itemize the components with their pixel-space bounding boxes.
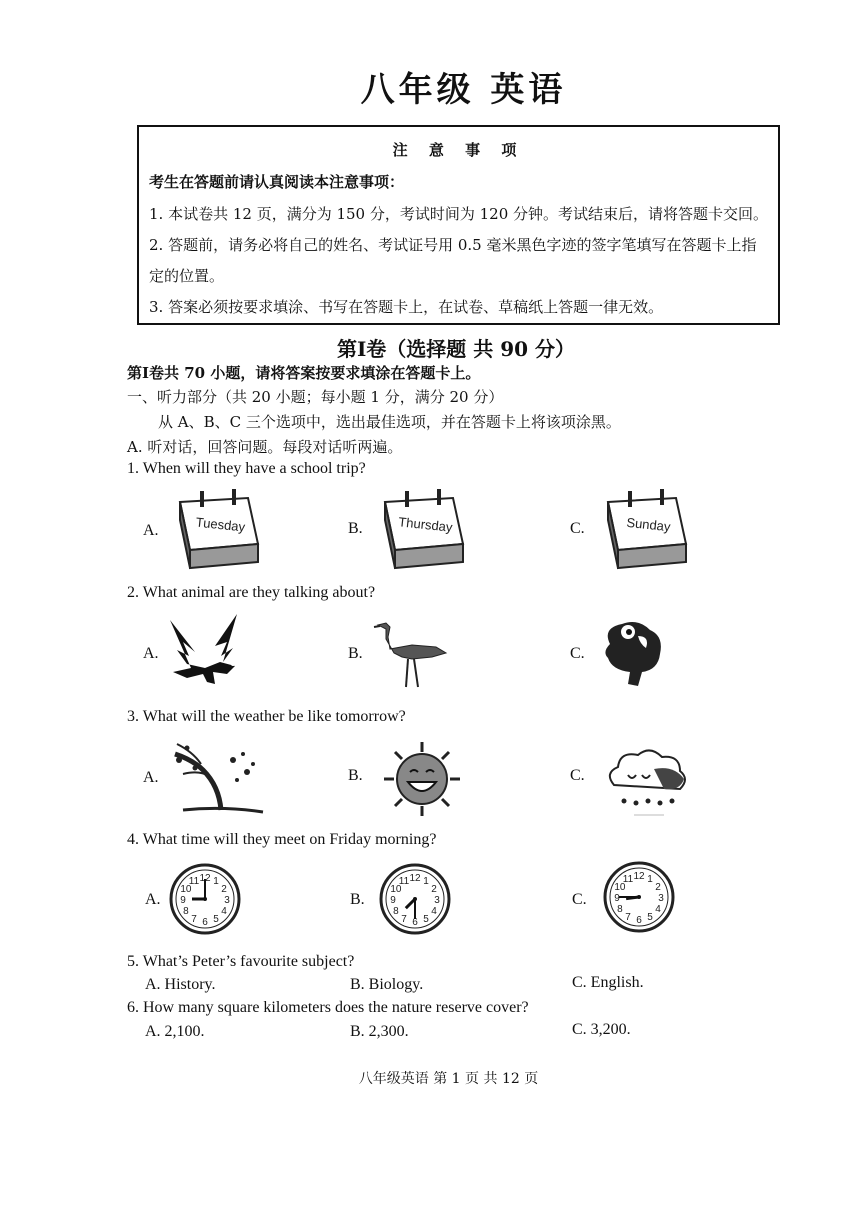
q3-option-a-label: A.	[143, 769, 159, 786]
crane-icon	[372, 615, 452, 690]
svg-text:2: 2	[221, 884, 227, 895]
svg-text:12: 12	[199, 873, 211, 884]
notice-item-2b: 定的位置。	[149, 267, 225, 285]
svg-text:10: 10	[614, 882, 626, 893]
svg-text:2: 2	[655, 882, 661, 893]
q5-option-b: B. Biology.	[350, 976, 424, 993]
windy-tree-icon	[163, 740, 267, 816]
calendar-tuesday-label: Tuesday	[195, 514, 246, 535]
parrot-icon	[598, 614, 668, 692]
q5-option-c: C. English.	[572, 974, 644, 991]
calendar-thursday-label: Thursday	[397, 514, 454, 535]
exam-title: 八年级 英语	[360, 70, 567, 110]
svg-text:8: 8	[617, 904, 623, 915]
clock-a-icon	[168, 862, 242, 936]
q4-option-c-label: C.	[572, 891, 587, 908]
svg-text:9: 9	[180, 895, 186, 906]
svg-text:2: 2	[431, 884, 437, 895]
q5-option-a: A. History.	[145, 976, 216, 993]
q2-option-c-label: C.	[570, 645, 585, 662]
svg-text:3: 3	[658, 893, 664, 904]
notice-box	[137, 125, 780, 325]
part-a-title: A. 听对话，回答问题。每段对话听两遍。	[127, 438, 403, 456]
page-footer: 八年级英语 第 1 页 共 12 页	[358, 1071, 539, 1087]
section-note: 第Ⅰ卷共 70 小题，请将答案按要求填涂在答题卡上。	[127, 364, 481, 382]
question-3: 3. What will the weather be like tomorrow?	[127, 708, 406, 725]
svg-text:7: 7	[191, 914, 197, 926]
q2-option-b-label: B.	[348, 645, 363, 662]
svg-text:3: 3	[434, 895, 440, 906]
calendar-thursday-icon	[375, 488, 469, 570]
svg-text:5: 5	[423, 914, 429, 926]
q4-option-a-label: A.	[145, 891, 161, 908]
svg-text:4: 4	[431, 906, 437, 917]
svg-text:10: 10	[180, 884, 192, 895]
svg-text:7: 7	[625, 912, 631, 924]
sun-icon	[382, 740, 462, 818]
svg-text:6: 6	[636, 915, 642, 926]
q3-option-b-label: B.	[348, 767, 363, 784]
section-title: 第Ⅰ卷（选择题 共 90 分）	[336, 337, 576, 361]
question-6: 6. How many square kilometers does the nature reserve cover?	[127, 999, 529, 1016]
svg-text:11: 11	[398, 875, 410, 887]
eagle-icon	[165, 612, 245, 692]
q6-option-a: A. 2,100.	[145, 1023, 205, 1040]
svg-text:8: 8	[183, 906, 189, 917]
q1-option-a-label: A.	[143, 522, 159, 539]
svg-text:8: 8	[393, 906, 399, 917]
svg-text:11: 11	[622, 873, 634, 885]
svg-text:10: 10	[390, 884, 402, 895]
question-5: 5. What’s Peter’s favourite subject?	[127, 953, 355, 970]
svg-text:6: 6	[202, 917, 208, 928]
svg-text:1: 1	[423, 875, 429, 887]
listening-part-title: 一、听力部分（共 20 小题；每小题 1 分，满分 20 分）	[127, 388, 504, 406]
svg-text:4: 4	[221, 906, 227, 917]
question-1: 1. When will they have a school trip?	[127, 460, 366, 477]
svg-text:1: 1	[647, 873, 653, 885]
notice-item-3: 3. 答案必须按要求填涂、书写在答题卡上，在试卷、草稿纸上答题一律无效。	[149, 298, 664, 316]
svg-text:12: 12	[633, 871, 645, 882]
notice-intro: 考生在答题前请认真阅读本注意事项：	[149, 173, 405, 191]
calendar-sunday-label: Sunday	[625, 514, 672, 535]
q2-option-a-label: A.	[143, 645, 159, 662]
notice-item-2a: 2. 答题前，请务必将自己的姓名、考试证号用 0.5 毫米黑色字迹的签字笔填写在答题卡上指	[149, 236, 757, 254]
svg-text:1: 1	[213, 875, 219, 887]
svg-text:9: 9	[390, 895, 396, 906]
q6-option-b: B. 2,300.	[350, 1023, 409, 1040]
clock-c-icon	[602, 860, 676, 934]
svg-text:5: 5	[647, 912, 653, 924]
svg-text:3: 3	[224, 895, 230, 906]
svg-text:5: 5	[213, 914, 219, 926]
question-2: 2. What animal are they talking about?	[127, 584, 376, 601]
q1-option-b-label: B.	[348, 520, 363, 537]
clock-b-icon	[378, 862, 452, 936]
svg-text:11: 11	[188, 875, 200, 887]
q3-option-c-label: C.	[570, 767, 585, 784]
calendar-tuesday-icon	[170, 488, 264, 570]
q1-option-c-label: C.	[570, 520, 585, 537]
calendar-sunday-icon	[598, 488, 692, 570]
notice-item-1: 1. 本试卷共 12 页，满分为 150 分，考试时间为 120 分钟。考试结束后，请将答题卡交回。	[149, 205, 769, 223]
svg-text:6: 6	[412, 917, 418, 928]
notice-heading: 注 意 事 项	[392, 141, 525, 159]
question-4: 4. What time will they meet on Friday morning?	[127, 831, 437, 848]
svg-text:4: 4	[655, 904, 661, 915]
svg-text:9: 9	[614, 893, 620, 904]
q6-option-c: C. 3,200.	[572, 1021, 631, 1038]
q4-option-b-label: B.	[350, 891, 365, 908]
svg-text:7: 7	[401, 914, 407, 926]
listening-instruction: 从 A、B、C 三个选项中，选出最佳选项，并在答题卡上将该项涂黑。	[158, 413, 621, 431]
rain-cloud-icon	[604, 745, 690, 823]
svg-text:12: 12	[409, 873, 421, 884]
